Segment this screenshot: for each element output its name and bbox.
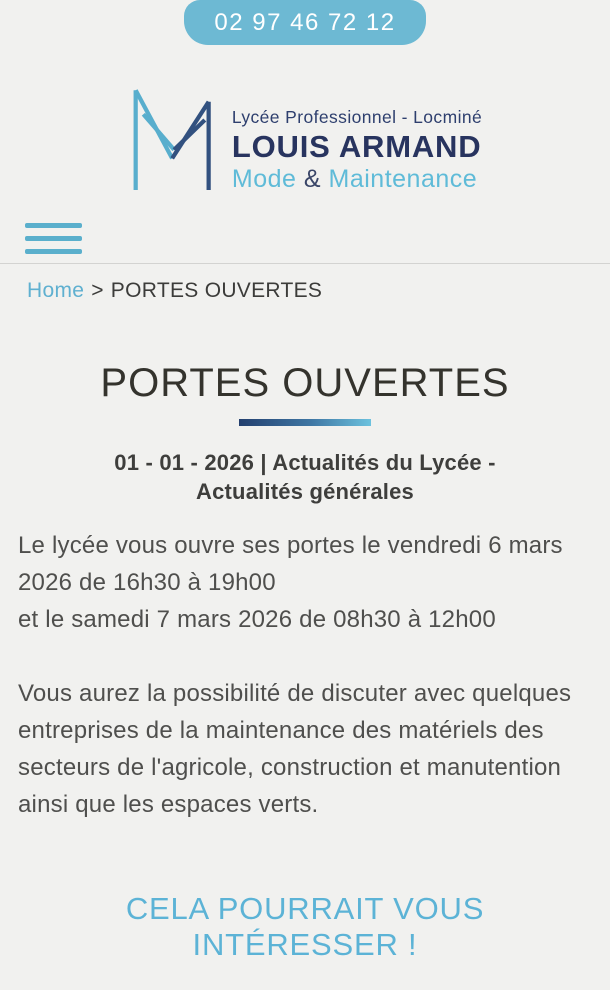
related-heading: CELA POURRAIT VOUS INTÉRESSER ! [125, 891, 485, 962]
breadcrumb [0, 264, 610, 303]
logo-school-name: LOUIS ARMAND [231, 129, 482, 164]
logo-text [232, 85, 482, 194]
hamburger-icon [25, 223, 82, 254]
site-logo[interactable] [0, 85, 610, 201]
site-header [0, 0, 610, 264]
paragraph-dates [18, 527, 592, 638]
menu-button[interactable] [25, 223, 82, 254]
article-meta: 01 - 01 - 2026 | Actualités du Lycée - Actualités générales [114, 450, 496, 504]
paragraph-dates-line1: Le lycée vous ouvre ses portes le vendredi 6 mars 2026 de 16h30 à 19h00 [18, 532, 563, 596]
logo-tagline: Lycée Professionnel - Locminé [231, 107, 483, 127]
hamburger-bar [25, 236, 82, 241]
paragraph-description: Vous aurez la possibilité de discuter avec quelques entreprises de la maintenance des matériels des secteurs de l'agricole, construction et manutention ainsi que les espaces verts. [18, 680, 572, 818]
hamburger-bar [25, 223, 82, 228]
logo-monogram-icon [128, 85, 224, 201]
breadcrumb-home-link[interactable]: Home [27, 279, 85, 302]
logo-subtitle-ampersand: & [303, 165, 322, 193]
title-underline [239, 419, 371, 426]
breadcrumb-separator: > [91, 279, 104, 302]
logo-subtitle [232, 165, 482, 194]
page-title: PORTES OUVERTES [100, 361, 510, 405]
paragraph-dates-line2: et le samedi 7 mars 2026 de 08h30 à 12h00 [18, 606, 496, 633]
article-body [18, 527, 592, 823]
phone-link[interactable]: 02 97 46 72 12 [184, 0, 425, 45]
article [0, 361, 610, 963]
logo-subtitle-mode: Mode [231, 165, 297, 193]
hamburger-bar [25, 249, 82, 254]
logo-subtitle-maintenance: Maintenance [328, 165, 478, 193]
phone-badge-container [0, 0, 610, 45]
breadcrumb-current: PORTES OUVERTES [110, 279, 323, 302]
